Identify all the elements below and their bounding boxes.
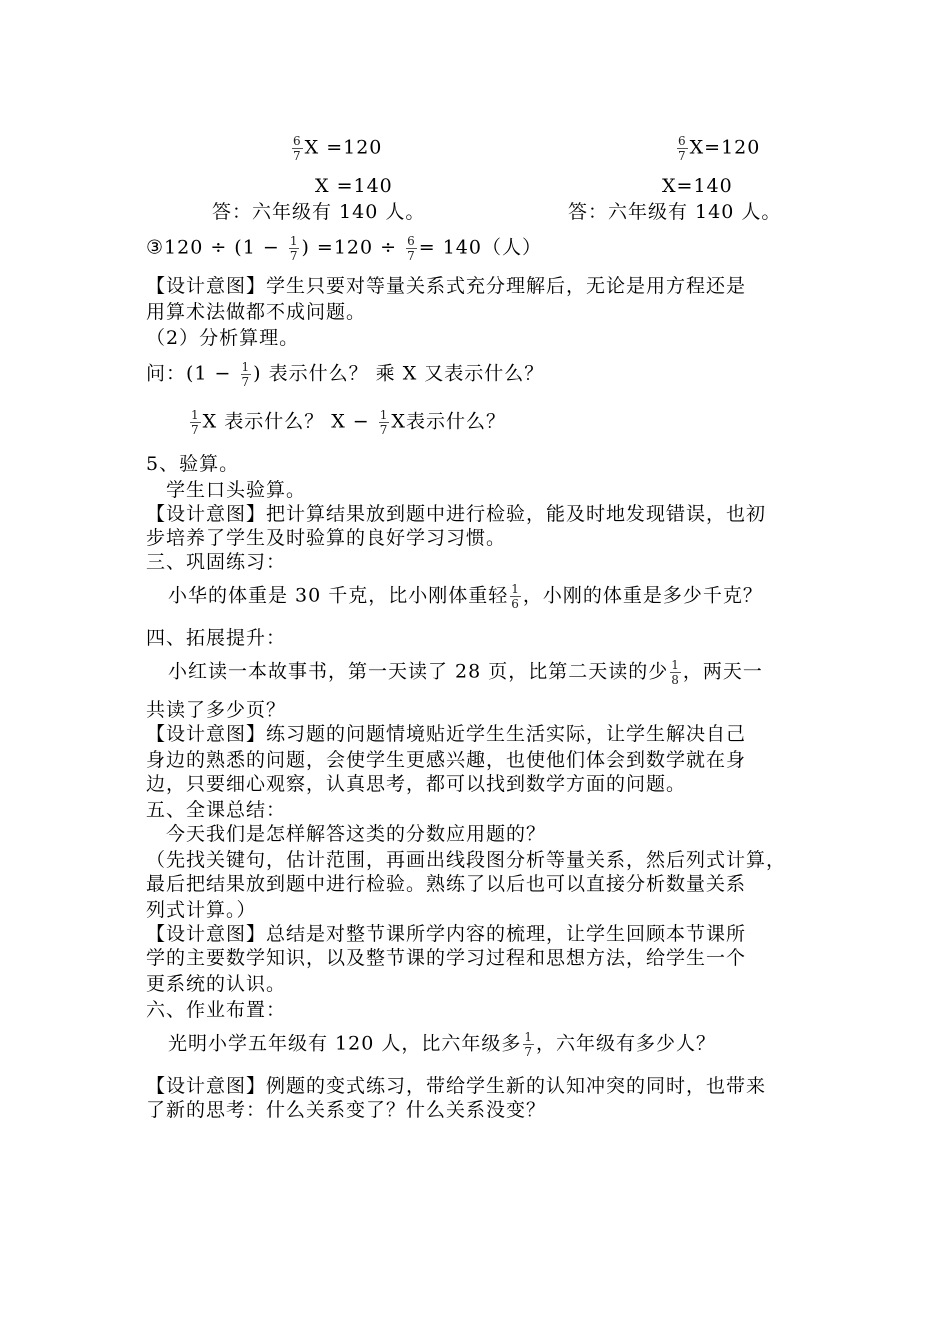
left-answer: 答：六年级有 140 人。: [212, 201, 426, 223]
section-5-body: 学生口头验算。: [166, 479, 307, 501]
question-2: $\frac{1}{7}$ X 表示什么？ X − $\frac{1}{7}$ X表示什么？: [191, 408, 506, 437]
question-1: 问：(1 − $\frac{1}{7}$ ) 表示什么？ 乘 X 又表示什么？: [146, 360, 545, 389]
fraction: $\frac{1}{7}$: [379, 408, 389, 437]
right-answer: 答：六年级有 140 人。: [568, 201, 782, 223]
fraction: $\frac{1}{7}$: [289, 234, 299, 263]
left-eq-row1: $\frac{6}{7}$ X =120: [293, 134, 383, 163]
summary-line2: （先找关键句，估计范围，再画出线段图分析等量关系，然后列式计算，: [146, 849, 787, 871]
fraction: $\frac{6}{7}$: [407, 234, 416, 263]
design-note-1-line2: 用算术法做都不成问题。: [146, 301, 367, 323]
fraction: $\frac{6}{7}$: [293, 134, 302, 163]
design-note-3-line3: 边，只要细心观察，认真思考，都可以找到数学方面的问题。: [146, 773, 687, 795]
left-eq-row2: X =140: [315, 175, 393, 197]
section-3-heading: 三、巩固练习：: [146, 551, 287, 573]
design-note-5-line1: 【设计意图】例题的变式练习，带给学生新的认知冲突的同时，也带来: [146, 1075, 767, 1097]
right-eq-row2: X=140: [662, 175, 733, 197]
fraction: $\frac{1}{7}$: [191, 408, 200, 437]
design-note-3-line1: 【设计意图】练习题的问题情境贴近学生生活实际，让学生解决自己: [146, 723, 747, 745]
fraction: $\frac{1}{7}$: [524, 1030, 533, 1059]
fraction: $\frac{6}{7}$: [678, 134, 687, 163]
design-note-4-line2: 学的主要数学知识，以及整节课的学习过程和思想方法，给学生一个: [146, 947, 747, 969]
section-summary-heading: 五、全课总结：: [146, 799, 287, 821]
fraction: $\frac{1}{6}$: [511, 582, 520, 611]
extension-problem-line2: 共读了多少页？: [146, 699, 287, 721]
summary-line3: 最后把结果放到题中进行检验。熟练了以后也可以直接分析数量关系: [146, 873, 747, 895]
section-6-heading: 六、作业布置：: [146, 999, 287, 1021]
method3-equation: ③120 ÷ (1 − $\frac{1}{7}$ ) =120 ÷ $\frac{6}{7}$ = 140（人）: [146, 234, 542, 263]
summary-line1: 今天我们是怎样解答这类的分数应用题的？: [166, 823, 547, 845]
design-note-1-line1: 【设计意图】学生只要对等量关系式充分理解后，无论是用方程还是: [146, 275, 747, 297]
design-note-3-line2: 身边的熟悉的问题，会使学生更感兴趣，也使他们体会到数学就在身: [146, 749, 747, 771]
fraction: $\frac{1}{7}$: [241, 360, 251, 389]
summary-line4: 列式计算。）: [146, 899, 257, 921]
right-eq-row1: $\frac{6}{7}$ X=120: [678, 134, 761, 163]
design-note-5-line2: 了新的思考：什么关系变了？什么关系没变？: [146, 1099, 547, 1121]
design-note-2-line1: 【设计意图】把计算结果放到题中进行检验，能及时地发现错误，也初: [146, 503, 767, 525]
practice-problem: 小华的体重是 30 千克，比小刚体重轻 $\frac{1}{6}$ ，小刚的体重是多少千克？: [168, 582, 763, 611]
section-4-heading: 四、拓展提升：: [146, 627, 287, 649]
design-note-4-line1: 【设计意图】总结是对整节课所学内容的梳理，让学生回顾本节课所: [146, 923, 747, 945]
design-note-2-line2: 步培养了学生及时验算的良好学习习惯。: [146, 527, 507, 549]
fraction: $\frac{1}{8}$: [671, 658, 680, 687]
analysis-heading: （2）分析算理。: [146, 327, 300, 349]
section-5-heading: 5、验算。: [146, 453, 240, 475]
extension-problem: 小红读一本故事书，第一天读了 28 页，比第二天读的少 $\frac{1}{8}$ ，两天一: [168, 658, 763, 687]
design-note-4-line3: 更系统的认识。: [146, 973, 287, 995]
homework-problem: 光明小学五年级有 120 人，比六年级多 $\frac{1}{7}$ ，六年级有多少人？: [168, 1030, 717, 1059]
